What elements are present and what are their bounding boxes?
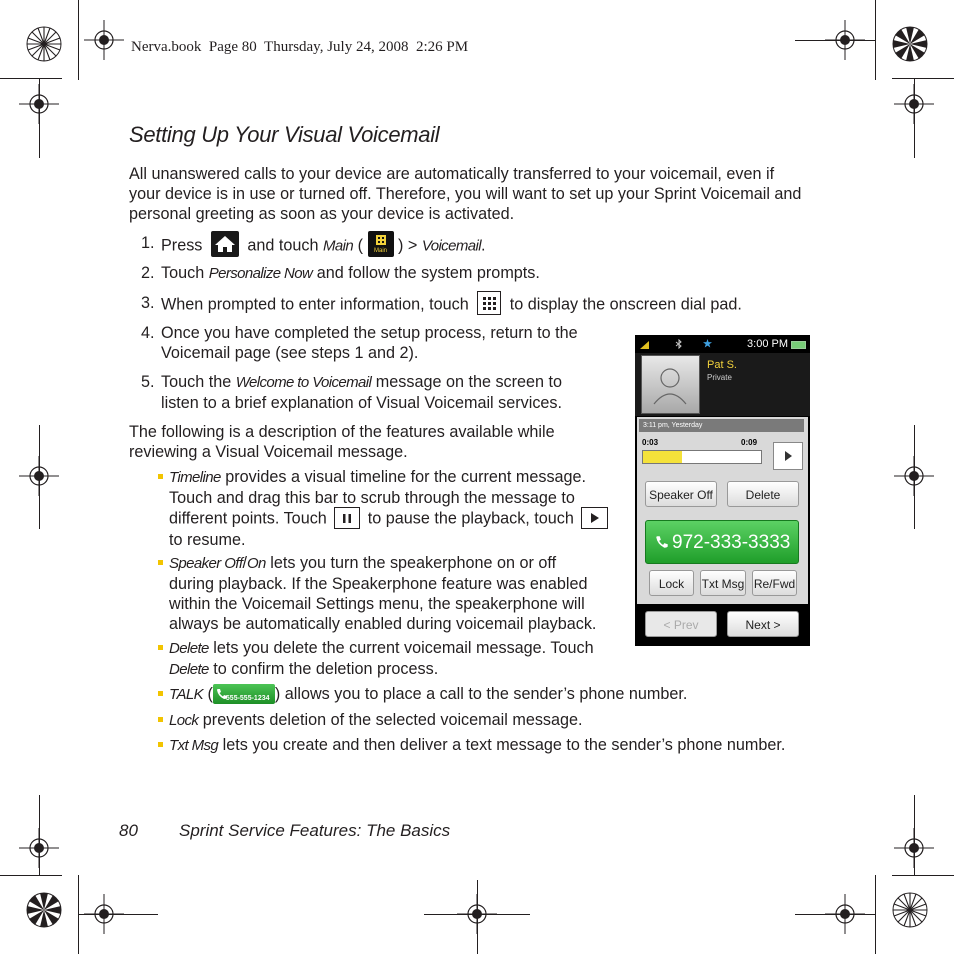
print-header: Nerva.book Page 80 Thursday, July 24, 2008 2:26 PM [131, 39, 469, 55]
txt-msg-term: Txt Msg [169, 737, 219, 754]
re-fwd-button[interactable]: Re/Fwd [752, 570, 797, 596]
main-icon-label: Main [374, 248, 388, 254]
timeline-slider[interactable] [642, 450, 762, 464]
bullet-text [169, 684, 687, 705]
timeline-progress [643, 451, 682, 463]
bullet-text [169, 735, 785, 756]
play-icon [581, 507, 608, 529]
step-text-part: ) > [398, 236, 418, 255]
star-status-icon [703, 339, 712, 348]
phone-time: 3:00 PM [747, 338, 788, 350]
features-intro-line: reviewing a Visual Voicemail message. [129, 443, 408, 461]
step-text-part: and follow the system prompts. [316, 264, 540, 282]
timeline-term: Timeline [169, 469, 221, 486]
slash: / [242, 554, 247, 572]
phone-handset-icon [654, 534, 670, 550]
bluetooth-icon [675, 339, 683, 349]
bullet-line: lets you delete the current voicemail message. Touch [213, 639, 594, 657]
contact-avatar [641, 355, 700, 414]
bullet-marker [158, 560, 163, 565]
bullet-text [169, 638, 594, 680]
step-text [161, 263, 540, 284]
home-key-icon [211, 231, 239, 257]
bullet-line: during playback. If the Speakerphone feature was enabled [169, 575, 588, 593]
crop-mark [477, 880, 478, 954]
welcome-to-voicemail-term: Welcome to Voicemail [235, 374, 372, 391]
step-text-part: ( [357, 236, 364, 255]
bullet-line: to resume. [169, 531, 246, 549]
bullet-text [169, 553, 596, 634]
contact-type: Private [707, 373, 732, 382]
speaker-off-button[interactable]: Speaker Off [645, 481, 717, 507]
txt-msg-button[interactable]: Txt Msg [700, 570, 746, 596]
crop-mark [39, 795, 40, 875]
bullet-line: lets you create and then deliver a text message to the sender’s phone number. [222, 736, 786, 754]
bullet-line: prevents deletion of the selected voicemail message. [202, 711, 583, 729]
crop-mark [914, 425, 915, 529]
contact-panel [635, 353, 810, 416]
voicemail-term: Voicemail [421, 237, 481, 255]
chapter-title: Sprint Service Features: The Basics [179, 821, 451, 840]
step-number: 5. [141, 373, 155, 391]
features-intro-line: The following is a description of the features available while [129, 423, 555, 441]
step-text [161, 293, 742, 317]
crop-mark [914, 78, 915, 158]
step-text-part: and touch [247, 236, 319, 255]
bullet-marker [158, 691, 163, 696]
star-target-icon [891, 25, 929, 63]
duration-time: 0:09 [741, 438, 758, 447]
registration-mark-icon [84, 20, 124, 60]
crop-mark [795, 914, 875, 915]
step-text-part: message on the screen to [375, 373, 563, 391]
battery-icon [791, 341, 806, 349]
message-panel [637, 417, 808, 643]
on-term: On [246, 555, 266, 572]
bullet-line: within the Voicemail Settings menu, the speakerphone will [169, 595, 585, 613]
bullet-marker [158, 717, 163, 722]
step-text-part: Touch [161, 264, 205, 282]
step-text-line: Once you have completed the setup process, return to the [161, 324, 578, 342]
dialpad-icon [477, 291, 501, 315]
message-header: 3:11 pm, Yesterday [639, 419, 804, 432]
delete-term: Delete [169, 661, 209, 678]
talk-icon-number: 555-555-1234 [225, 694, 270, 702]
step-text-part: Touch the [161, 373, 232, 391]
step-text-part: to display the onscreen dial pad. [509, 295, 742, 314]
delete-term: Delete [169, 640, 209, 657]
bullet-text [169, 467, 608, 550]
step-number: 3. [141, 294, 155, 312]
section-title: Setting Up Your Visual Voicemail [129, 122, 440, 147]
main-term: Main [323, 237, 354, 255]
bullet-marker [158, 742, 163, 747]
talk-term: TALK [169, 686, 204, 703]
star-target-icon [25, 891, 63, 929]
step-text [161, 233, 485, 259]
delete-button[interactable]: Delete [727, 481, 799, 507]
lock-button[interactable]: Lock [649, 570, 694, 596]
lock-term: Lock [169, 712, 199, 729]
star-target-icon [891, 891, 929, 929]
paren: ( [207, 685, 213, 703]
step-text-part: When prompted to enter information, touch [161, 295, 469, 314]
step-text-part: . [480, 236, 486, 255]
bullet-text [169, 710, 583, 731]
next-button[interactable]: Next > [727, 611, 799, 637]
talk-number: 972-333-3333 [672, 532, 791, 553]
bullet-marker [158, 474, 163, 479]
step-text-part: Press [161, 236, 203, 255]
bullet-line: Touch and drag this bar to scrub through the message to [169, 489, 575, 507]
step-number: 1. [141, 234, 155, 252]
elapsed-time: 0:03 [642, 438, 659, 447]
page-number: 80 [119, 821, 138, 840]
bullet-line: always be automatically enabled during voicemail playback. [169, 615, 597, 633]
step-text [161, 323, 578, 363]
bullet-line: to confirm the deletion process. [213, 660, 439, 678]
crop-mark [39, 425, 40, 529]
bullet-line: lets you turn the speakerphone on or off [270, 554, 557, 572]
step-number: 4. [141, 324, 155, 342]
speaker-off-term: Speaker Off [169, 555, 243, 572]
crop-mark [39, 78, 40, 158]
crop-mark [78, 914, 158, 915]
crop-mark [914, 795, 915, 875]
bullet-line: different points. Touch [169, 509, 327, 528]
step-text [161, 372, 562, 413]
main-menu-icon [368, 231, 394, 257]
bullet-line: ) allows you to place a call to the sender’s phone number. [274, 685, 688, 703]
contact-name: Pat S. [707, 359, 737, 371]
step-text-line: Voicemail page (see steps 1 and 2). [161, 344, 419, 362]
bullet-line: provides a visual timeline for the current message. [225, 468, 587, 486]
prev-button[interactable]: < Prev [645, 611, 717, 637]
signal-icon [640, 341, 649, 349]
star-target-icon [25, 25, 63, 63]
talk-button-icon [213, 684, 275, 704]
step-text-line: listen to a brief explanation of Visual Voicemail services. [161, 394, 563, 412]
step-number: 2. [141, 264, 155, 282]
personalize-now-term: Personalize Now [208, 265, 313, 282]
bullet-marker [158, 645, 163, 650]
play-button[interactable] [773, 442, 803, 470]
phone-status-bar [635, 335, 810, 353]
bullet-line: to pause the playback, touch [367, 509, 574, 528]
pause-icon [334, 507, 360, 529]
features-intro [129, 422, 609, 462]
bottom-nav [637, 604, 808, 643]
intro-paragraph: All unanswered calls to your device are automatically transferred to your voicemail, even if your device is in use or turned off. Therefore, you will want to set up your Sprint Voicemail and personal greeting as soon as your device is activated. [129, 165, 802, 223]
talk-button[interactable] [645, 520, 799, 564]
crop-mark [795, 40, 875, 41]
phone-screenshot [635, 335, 810, 646]
